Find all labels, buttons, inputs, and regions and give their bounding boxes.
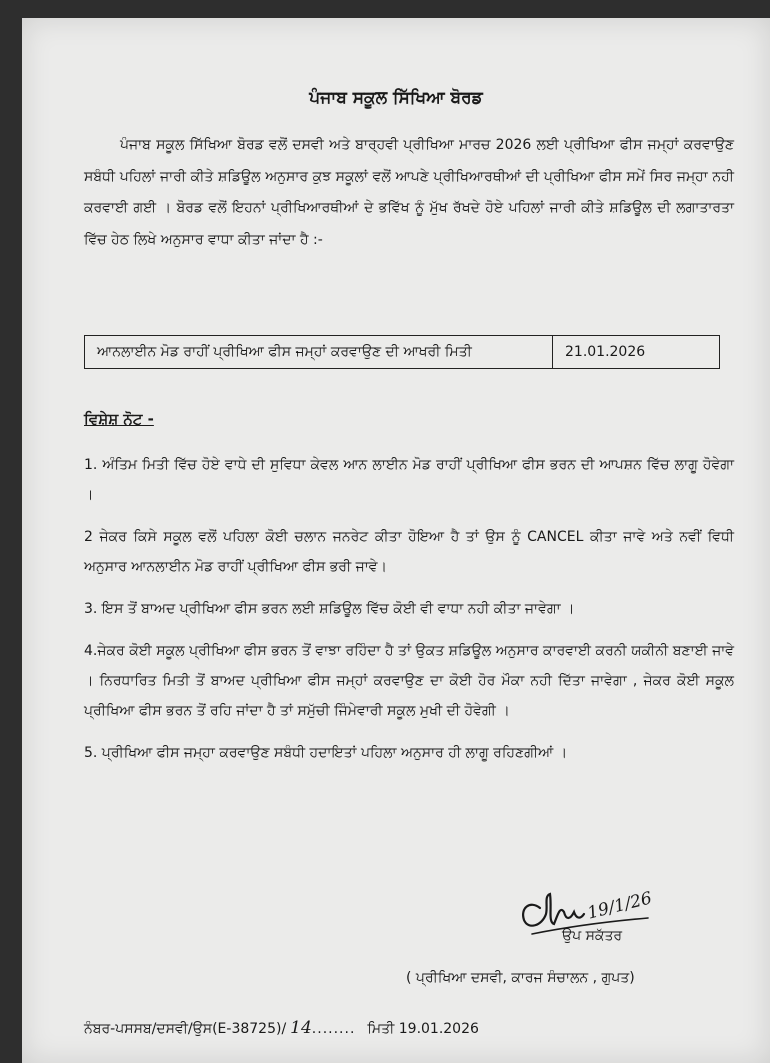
document-title: ਪੰਜਾਬ ਸਕੂਲ ਸਿੱਖਿਆ ਬੋਰਡ [309,88,483,108]
reference-dots: ........ [311,1021,356,1037]
document-page [22,18,770,1063]
signatory-title: ਉਪ ਸਕੱਤਰ [562,928,623,944]
note-item-5: 5. ਪ੍ਰੀਖਿਆ ਫੀਸ ਜਮ੍ਹਾ ਕਰਵਾਉਣ ਸਬੰਧੀ ਹਦਾਇਤਾਂ ਪਹਿਲਾ ਅਨੁਸਾਰ ਹੀ ਲਾਗੂ ਰਹਿਣਗੀਆਂ । [84,745,568,761]
special-note-heading: ਵਿਸ਼ੇਸ਼ ਨੋਟ - [84,410,154,428]
intro-paragraph: ਪੰਜਾਬ ਸਕੂਲ ਸਿੱਖਿਆ ਬੋਰਡ ਵਲੋਂ ਦਸਵੀ ਅਤੇ ਬਾਰ੍ਹਵੀ ਪ੍ਰੀਖਿਆ ਮਾਰਚ 2026 ਲਈ ਪ੍ਰੀਖਿਆ ਫੀਸ ਜਮ੍ਹਾਂ ਕਰਵਾਉਣ ਸਬੰਧੀ ਪਹਿਲਾਂ ਜਾਰੀ ਕੀਤੇ ਸ਼ਡਿਊਲ ਅਨੁਸਾਰ ਕੁਝ ਸਕੂਲਾਂ ਵਲੋਂ ਆਪਣੇ ਪ੍ਰੀਖਿਆਰਥੀਆਂ ਦੀ ਪ੍ਰੀਖਿਆ ਫੀਸ ਸਮੇਂ ਸਿਰ ਜਮ੍ਹਾ ਨਹੀ ਕਰਵਾਈ ਗਈ । ਬੋਰਡ ਵਲੋਂ ਇਹਨਾਂ ਪ੍ਰੀਖਿਆਰਥੀਆਂ ਦੇ ਭਵਿੱਖ ਨੂੰ ਮੁੱਖ ਰੱਖਦੇ ਹੋਏ ਪਹਿਲਾਂ ਜਾਰੀ ਕੀਤੇ ਸ਼ਡਿਊਲ ਦੀ ਲਗਾਤਾਰਤਾ ਵਿੱਚ ਹੇਠ ਲਿਖੇ ਅਨੁਸਾਰ ਵਾਧਾ ਕੀਤਾ ਜਾਂਦਾ ਹੈ :- [84,137,734,248]
deadline-date: 21.01.2026 [565,344,646,360]
reference-line [84,1018,479,1038]
reference-date: ਮਿਤੀ 19.01.2026 [367,1021,479,1037]
branch-name: ( ਪ੍ਰੀਖਿਆ ਦਸਵੀ, ਕਾਰਜ ਸੰਚਾਲਨ , ਗੁਪਤ) [406,970,635,986]
note-item-1: 1. ਅੰਤਿਮ ਮਿਤੀ ਵਿੱਚ ਹੋਏ ਵਾਧੇ ਦੀ ਸੁਵਿਧਾ ਕੇਵਲ ਆਨ ਲਾਈਨ ਮੋਡ ਰਾਹੀਂ ਪ੍ਰੀਖਿਆ ਫੀਸ ਭਰਨ ਦੀ ਆਪਸ਼ਨ ਵਿੱਚ ਲਾਗੂ ਹੋਵੇਗਾ । [84,457,734,503]
note-item-2: 2 ਜੇਕਰ ਕਿਸੇ ਸਕੂਲ ਵਲੋਂ ਪਹਿਲਾ ਕੋਈ ਚਲਾਨ ਜਨਰੇਟ ਕੀਤਾ ਹੋਇਆ ਹੈ ਤਾਂ ਉਸ ਨੂੰ CANCEL ਕੀਤਾ ਜਾਵੇ ਅਤੇ ਨਵੀਂ ਵਿਧੀ ਅਨੁਸਾਰ ਆਨਲਾਈਨ ਮੋਡ ਰਾਹੀਂ ਪ੍ਰੀਖਿਆ ਫੀਸ ਭਰੀ ਜਾਵੇ। [84,529,734,575]
note-item-4: 4.ਜੇਕਰ ਕੋਈ ਸਕੂਲ ਪ੍ਰੀਖਿਆ ਫੀਸ ਭਰਨ ਤੋਂ ਵਾਝਾ ਰਹਿੰਦਾ ਹੈ ਤਾਂ ਉਕਤ ਸ਼ਡਿਊਲ ਅਨੁਸਾਰ ਕਾਰਵਾਈ ਕਰਨੀ ਯਕੀਨੀ ਬਣਾਈ ਜਾਵੇ । ਨਿਰਧਾਰਿਤ ਮਿਤੀ ਤੋਂ ਬਾਅਦ ਪ੍ਰੀਖਿਆ ਫੀਸ ਜਮ੍ਹਾਂ ਕਰਵਾਉਣ ਦਾ ਕੋਈ ਹੋਰ ਮੌਕਾ ਨਹੀ ਦਿੱਤਾ ਜਾਵੇਗਾ , ਜੇਕਰ ਕੋਈ ਸਕੂਲ ਪ੍ਰੀਖਿਆ ਫੀਸ ਭਰਨ ਤੋਂ ਰਹਿ ਜਾਂਦਾ ਹੈ ਤਾਂ ਸਮੁੱਚੀ ਜਿੰਮੇਵਾਰੀ ਸਕੂਲ ਮੁਖੀ ਦੀ ਹੋਵੇਗੀ । [84,643,734,719]
signature-date: 19/1/26 [585,888,654,924]
notes-list [84,450,734,780]
reference-number: 14 [290,1018,312,1038]
deadline-table [84,335,720,369]
note-item-3: 3. ਇਸ ਤੋਂ ਬਾਅਦ ਪ੍ਰੀਖਿਆ ਫੀਸ ਭਰਨ ਲਈ ਸ਼ਡਿਊਲ ਵਿੱਚ ਕੋਈ ਵੀ ਵਾਧਾ ਨਹੀ ਕੀਤਾ ਜਾਵੇਗਾ । [84,601,575,617]
reference-prefix: ਨੰਬਰ-ਪਸਸਬ/ਦਸਵੀ/ਉਸ(E-38725)/ [84,1021,287,1037]
deadline-label: ਆਨਲਾਈਨ ਮੋਡ ਰਾਹੀਂ ਪ੍ਰੀਖਿਆ ਫੀਸ ਜਮ੍ਹਾਂ ਕਰਵਾਉਣ ਦੀ ਆਖਰੀ ਮਿਤੀ [85,336,553,368]
